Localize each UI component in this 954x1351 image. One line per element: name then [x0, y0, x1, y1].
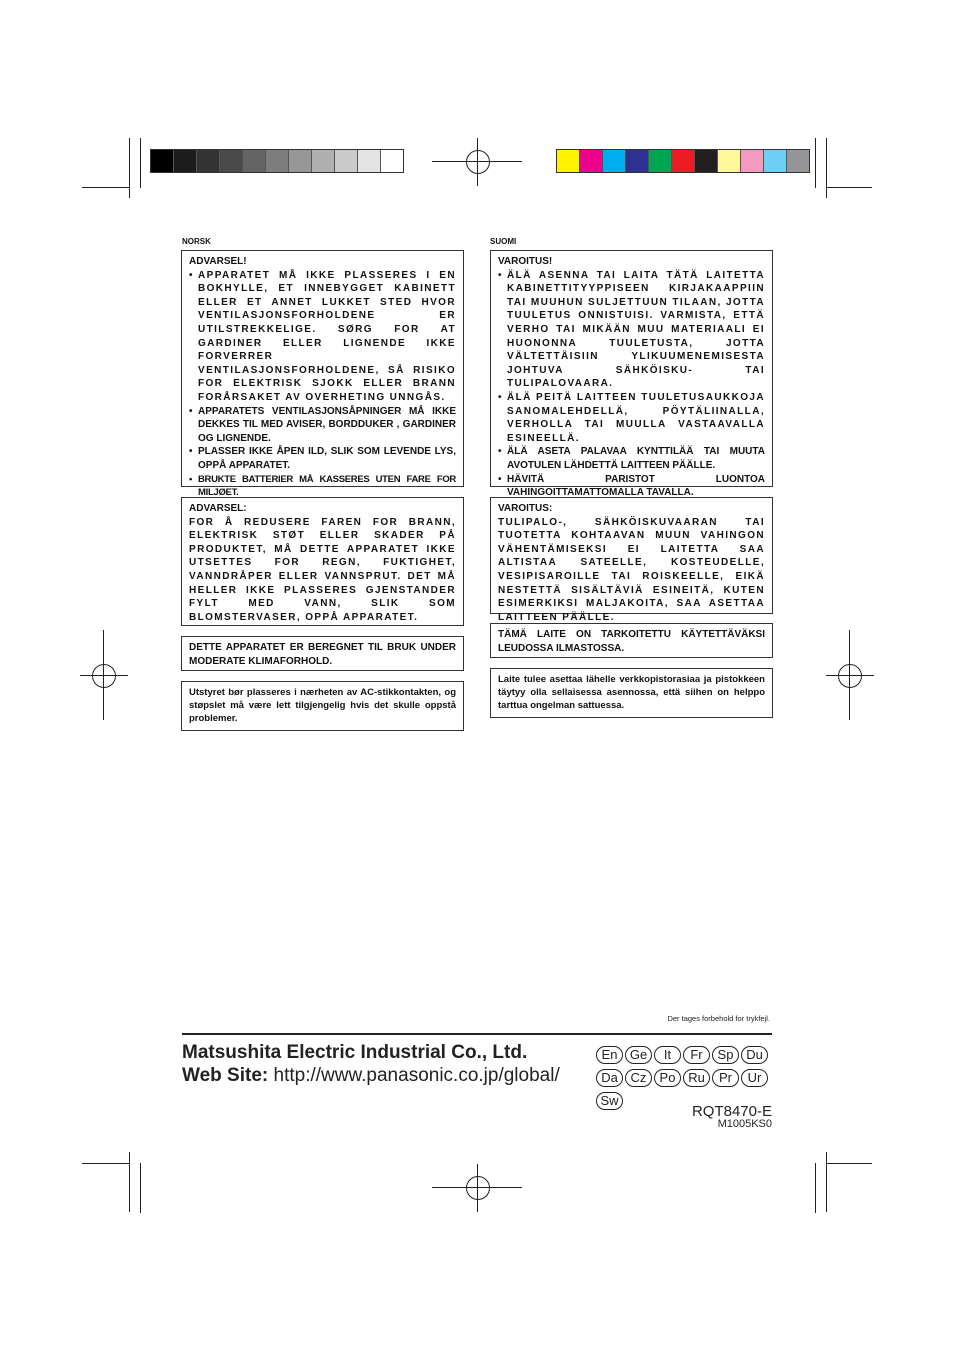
color-calibration-strip	[556, 149, 810, 173]
language-badge: Sw	[596, 1092, 623, 1110]
norsk-warning-heading: ADVARSEL!	[189, 256, 247, 267]
norsk-outlet-text: Utstyret bør plasseres i nærheten av AC-stikkontakten, og støpslet må være lett tilgjengelig hvis det skulle oppstå problemer.	[189, 687, 456, 724]
web-site-line	[182, 1065, 560, 1087]
norsk-language-label: NORSK	[182, 237, 211, 246]
color-swatch	[626, 150, 649, 172]
registration-mark-left	[80, 630, 128, 720]
language-badge: En	[596, 1046, 623, 1064]
list-item: • APPARATET MÅ IKKE PLASSERES I EN BOKHYLLE, ET INNEBYGGET KABINETT ELLER ET ANNET LUKKET STED HVOR VENTILASJONSFORHOLDENE ER UTILSTREKKELIGE. SØRG FOR AT GARDINER ELLER LIGNENDE IKKE FORVERRER VENTILASJONSFORHOLDENE, SÅ RISIKO FOR ELEKTRISK SJOKK ELLER BRANN FORÅRSAKET AV OVERHETING UNNGÅS.	[189, 269, 456, 405]
list-item: • HÄVITÄ PARISTOT LUONTOA VAHINGOITTAMATTOMALLA TAVALLA.	[498, 473, 765, 500]
gray-swatch	[197, 150, 220, 172]
gray-swatch	[266, 150, 289, 172]
company-name: Matsushita Electric Industrial Co., Ltd.	[182, 1042, 528, 1063]
language-badge: Ur	[741, 1069, 768, 1087]
suomi-caution-text: TULIPALO-, SÄHKÖISKUVAARAN TAI TUOTETTA KOHTAAVAN MUUN VAHINGON VÄHENTÄMISEKSI EI LAITETTA SAA ALTISTAA SATEELLE, KOSTEUDELLE, VESIPISAROILLE TAI ROISKEELLE, EIKÄ NESTETTÄ SISÄLTÄVIÄ ESINEITÄ, KUTEN ESIMERKIKSI MALJAKOITA, SAA ASETTAA LAITTEEN PÄÄLLE.	[498, 516, 765, 623]
suomi-warning-box	[490, 250, 773, 499]
registration-mark-top	[432, 138, 522, 186]
norsk-caution-heading: ADVARSEL:	[189, 503, 247, 514]
web-site-url: http://www.panasonic.co.jp/global/	[273, 1065, 560, 1086]
suomi-caution-box	[490, 497, 773, 623]
suomi-warning-heading: VAROITUS!	[498, 256, 553, 267]
norsk-caution-text: FOR Å REDUSERE FAREN FOR BRANN, ELEKTRISK STØT ELLER SKADER PÅ PRODUKTET, MÅ DETTE APPARATET IKKE UTSETTES FOR REGN, FUKTIGHET, VANNDRÅPER ELLER VANNSPRUT. DET MÅ HELLER IKKE PLASSERES GJENSTANDER FYLT MED VANN, SLIK SOM BLOMSTERVASER, OPPÅ APPARATET.	[189, 516, 456, 623]
norsk-caution-box	[181, 497, 464, 626]
gray-swatch	[174, 150, 197, 172]
language-badge: It	[654, 1046, 681, 1064]
color-swatch	[649, 150, 672, 172]
list-item: • ÄLÄ ASETA PALAVAA KYNTTILÄÄ TAI MUUTA AVOTULEN LÄHDETTÄ LAITTEEN PÄÄLLE.	[498, 445, 765, 472]
language-badge: Fr	[683, 1046, 710, 1064]
color-swatch	[695, 150, 718, 172]
print-code: M1005KS0	[717, 1118, 772, 1130]
language-badge: Ru	[683, 1069, 710, 1087]
list-item: • BRUKTE BATTERIER MÅ KASSERES UTEN FARE FOR MILJØET.	[189, 473, 456, 500]
norsk-climate-box	[181, 636, 464, 671]
language-badge: Sp	[712, 1046, 739, 1064]
list-item: • APPARATETS VENTILASJONSÅPNINGER MÅ IKKE DEKKES TIL MED AVISER, BORDDUKER , GARDINER OG LIGNENDE.	[189, 405, 456, 446]
registration-mark-right	[826, 630, 874, 720]
list-item: • PLASSER IKKE ÅPEN ILD, SLIK SOM LEVENDE LYS, OPPÅ APPARATET.	[189, 445, 456, 472]
gray-swatch	[243, 150, 266, 172]
gray-swatch	[151, 150, 174, 172]
norsk-climate-text: DETTE APPARATET ER BEREGNET TIL BRUK UNDER MODERATE KLIMAFORHOLD.	[189, 642, 456, 667]
norsk-warning-list	[189, 269, 456, 500]
color-swatch	[603, 150, 626, 172]
document-number: RQT8470-E	[691, 1103, 772, 1120]
web-site-label: Web Site:	[182, 1065, 269, 1086]
gray-swatch	[312, 150, 335, 172]
language-badge: Cz	[625, 1069, 652, 1087]
norsk-outlet-box	[181, 681, 464, 731]
suomi-climate-box	[490, 623, 773, 658]
suomi-outlet-box	[490, 668, 773, 718]
list-item: • ÄLÄ PEITÄ LAITTEEN TUULETUSAUKKOJA SANOMALEHDELLÄ, PÖYTÄLIINALLA, VERHOLLA TAI MUULLA VASTAAVALLA ESINEELLÄ.	[498, 391, 765, 445]
gray-swatch	[335, 150, 358, 172]
color-swatch	[764, 150, 787, 172]
suomi-climate-text: TÄMÄ LAITE ON TARKOITETTU KÄYTETTÄVÄKSI LEUDOSSA ILMASTOSSA.	[498, 629, 765, 654]
color-swatch	[741, 150, 764, 172]
norsk-warning-box	[181, 250, 464, 499]
language-badge: Pr	[712, 1069, 739, 1087]
language-badge: Da	[596, 1069, 623, 1087]
suomi-language-label: SUOMI	[490, 237, 517, 246]
suomi-warning-list	[498, 269, 765, 500]
color-swatch	[557, 150, 580, 172]
grayscale-calibration-strip	[150, 149, 404, 173]
gray-swatch	[381, 150, 403, 172]
language-badge: Du	[741, 1046, 768, 1064]
registration-mark-bottom	[432, 1164, 522, 1212]
color-swatch	[580, 150, 603, 172]
color-swatch	[718, 150, 741, 172]
color-swatch	[787, 150, 809, 172]
suomi-caution-heading: VAROITUS:	[498, 503, 553, 514]
list-item: • ÄLÄ ASENNA TAI LAITA TÄTÄ LAITETTA KABINETTITYYPPISEEN KIRJAKAAPPIIN TAI MUUHUN SULJETTUUN TILAAN, JOTTA TUULETUS ONNISTUISI. VARMISTA, ETTÄ VERHO TAI MIKÄÄN MUU MATERIAALI EI HUONONNA TUULETUSTA, JOTTA VÄLTETTÄISIIN YLIKUUMENEMISESTA JOHTUVA SÄHKÖISKU- TAI TULIPALOVAARA.	[498, 269, 765, 391]
color-swatch	[672, 150, 695, 172]
gray-swatch	[220, 150, 243, 172]
suomi-outlet-text: Laite tulee asettaa lähelle verkkopistorasiaa ja pistokkeen täytyy olla sellaisessa asennossa, että siihen on helppo tarttua ongelman sattuessa.	[498, 674, 765, 711]
disclaimer-note: Der tages forbehold for trykfejl.	[667, 1014, 770, 1023]
gray-swatch	[289, 150, 312, 172]
language-badge: Ge	[625, 1046, 652, 1064]
footer-divider	[182, 1033, 772, 1035]
language-badge: Po	[654, 1069, 681, 1087]
gray-swatch	[358, 150, 381, 172]
